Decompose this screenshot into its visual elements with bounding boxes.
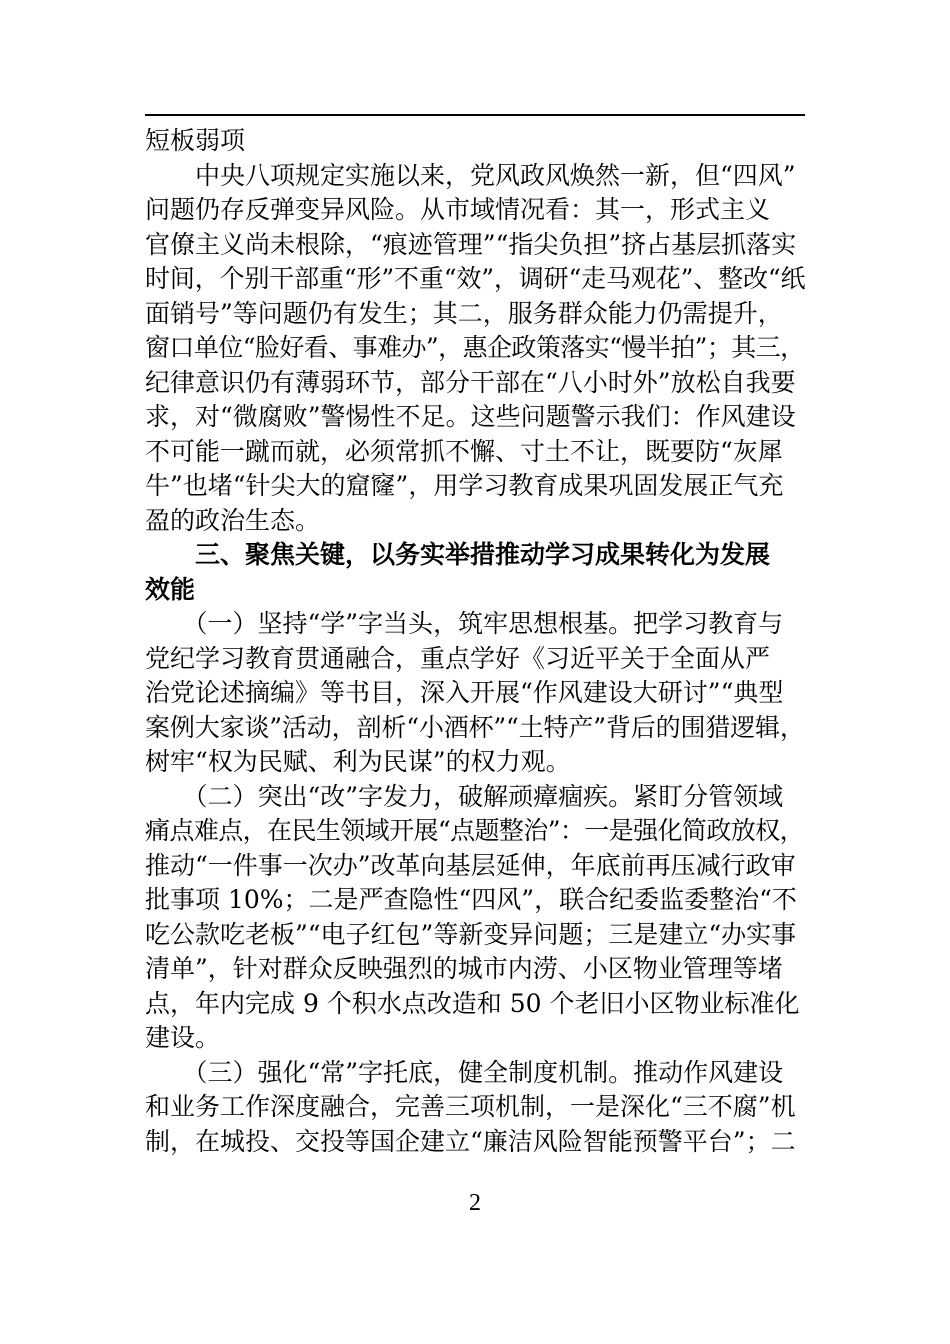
- section-heading-line: 效能: [145, 574, 196, 604]
- paragraph-line: 不可能一蹴而就，必须常抓不懈、寸土不让，既要防“灰犀: [145, 436, 783, 466]
- paragraph-line: 官僚主义尚未根除，“痕迹管理”“指尖负担”挤占基层抓落实: [145, 229, 797, 259]
- paragraph-line: 治党论述摘编》等书目，深入开展“作风建设大研讨”“典型: [145, 678, 784, 707]
- paragraph-line: 盈的政治生态。: [145, 505, 321, 535]
- paragraph-line: 清单”，针对群众反映强烈的城市内涝、小区物业管理等堵: [145, 954, 783, 983]
- paragraph-line: （一）坚持“学”字当头，筑牢思想根基。把学习教育与: [145, 609, 784, 638]
- paragraph-line: （二）突出“改”字发力，破解顽瘴痼疾。紧盯分管领域: [145, 781, 784, 811]
- paragraph-line: 制，在城投、交投等国企建立“廉洁风险智能预警平台”；二: [145, 1126, 796, 1156]
- paragraph-line: 和业务工作深度融合，完善三项机制，一是深化“三不腐”机: [145, 1092, 796, 1121]
- paragraph-line: 面销号”等问题仍有发生；其二，服务群众能力仍需提升，: [145, 298, 783, 328]
- paragraph-line: 问题仍存反弹变异风险。从市域情况看：其一，形式主义: [145, 195, 771, 224]
- paragraph-line: 中央八项规定实施以来，党风政风焕然一新，但“四风”: [145, 160, 796, 190]
- paragraph-line: 党纪学习教育贯通融合，重点学好《习近平关于全面从严: [145, 643, 771, 673]
- paragraph-line: 吃公款吃老板”“电子红包”等新变异问题；三是建立“办实事: [145, 919, 797, 949]
- paragraph-line: 牛”也堵“针尖大的窟窿”，用学习教育成果巩固发展正气充: [145, 471, 784, 500]
- paragraph-line: 痛点难点，在民生领域开展“点题整治”：一是强化简政放权，: [145, 816, 804, 845]
- paragraph-line: 批事项 10%；二是严查隐性“四风”，联合纪委监委整治“不: [145, 885, 797, 914]
- document-body: [145, 124, 805, 1159]
- section-heading-line: 三、聚焦关键，以务实举措推动学习成果转化为发展: [145, 540, 771, 569]
- paragraph-line: 点，年内完成 9 个积水点改造和 50 个老旧小区物业标准化: [145, 988, 800, 1018]
- paragraph-line: 窗口单位“脸好看、事难办”，惠企政策落实“慢半拍”；其三，: [145, 333, 805, 362]
- paragraph-line: 案例大家谈”活动，剖析“小酒杯”“土特产”背后的围猎逻辑，: [145, 712, 805, 742]
- paragraph-line: 纪律意识仍有薄弱环节，部分干部在“八小时外”放松自我要: [145, 367, 796, 397]
- paragraph-line: 时间，个别干部重“形”不重“效”，调研“走马观花”、整改“纸: [145, 264, 806, 293]
- paragraph-line: 短板弱项: [145, 126, 246, 155]
- paragraph-line: （三）强化“常”字托底，健全制度机制。推动作风建设: [145, 1057, 784, 1087]
- header-rule: [145, 114, 805, 116]
- page-number: 2: [469, 1190, 481, 1216]
- paragraph-line: 推动“一件事一次办”改革向基层延伸，年底前再压减行政审: [145, 850, 796, 880]
- paragraph-line: 建设。: [145, 1023, 221, 1052]
- paragraph-line: 求，对“微腐败”警惕性不足。这些问题警示我们：作风建设: [145, 402, 796, 431]
- paragraph-line: 树牢“权为民赋、利为民谋”的权力观。: [145, 747, 571, 776]
